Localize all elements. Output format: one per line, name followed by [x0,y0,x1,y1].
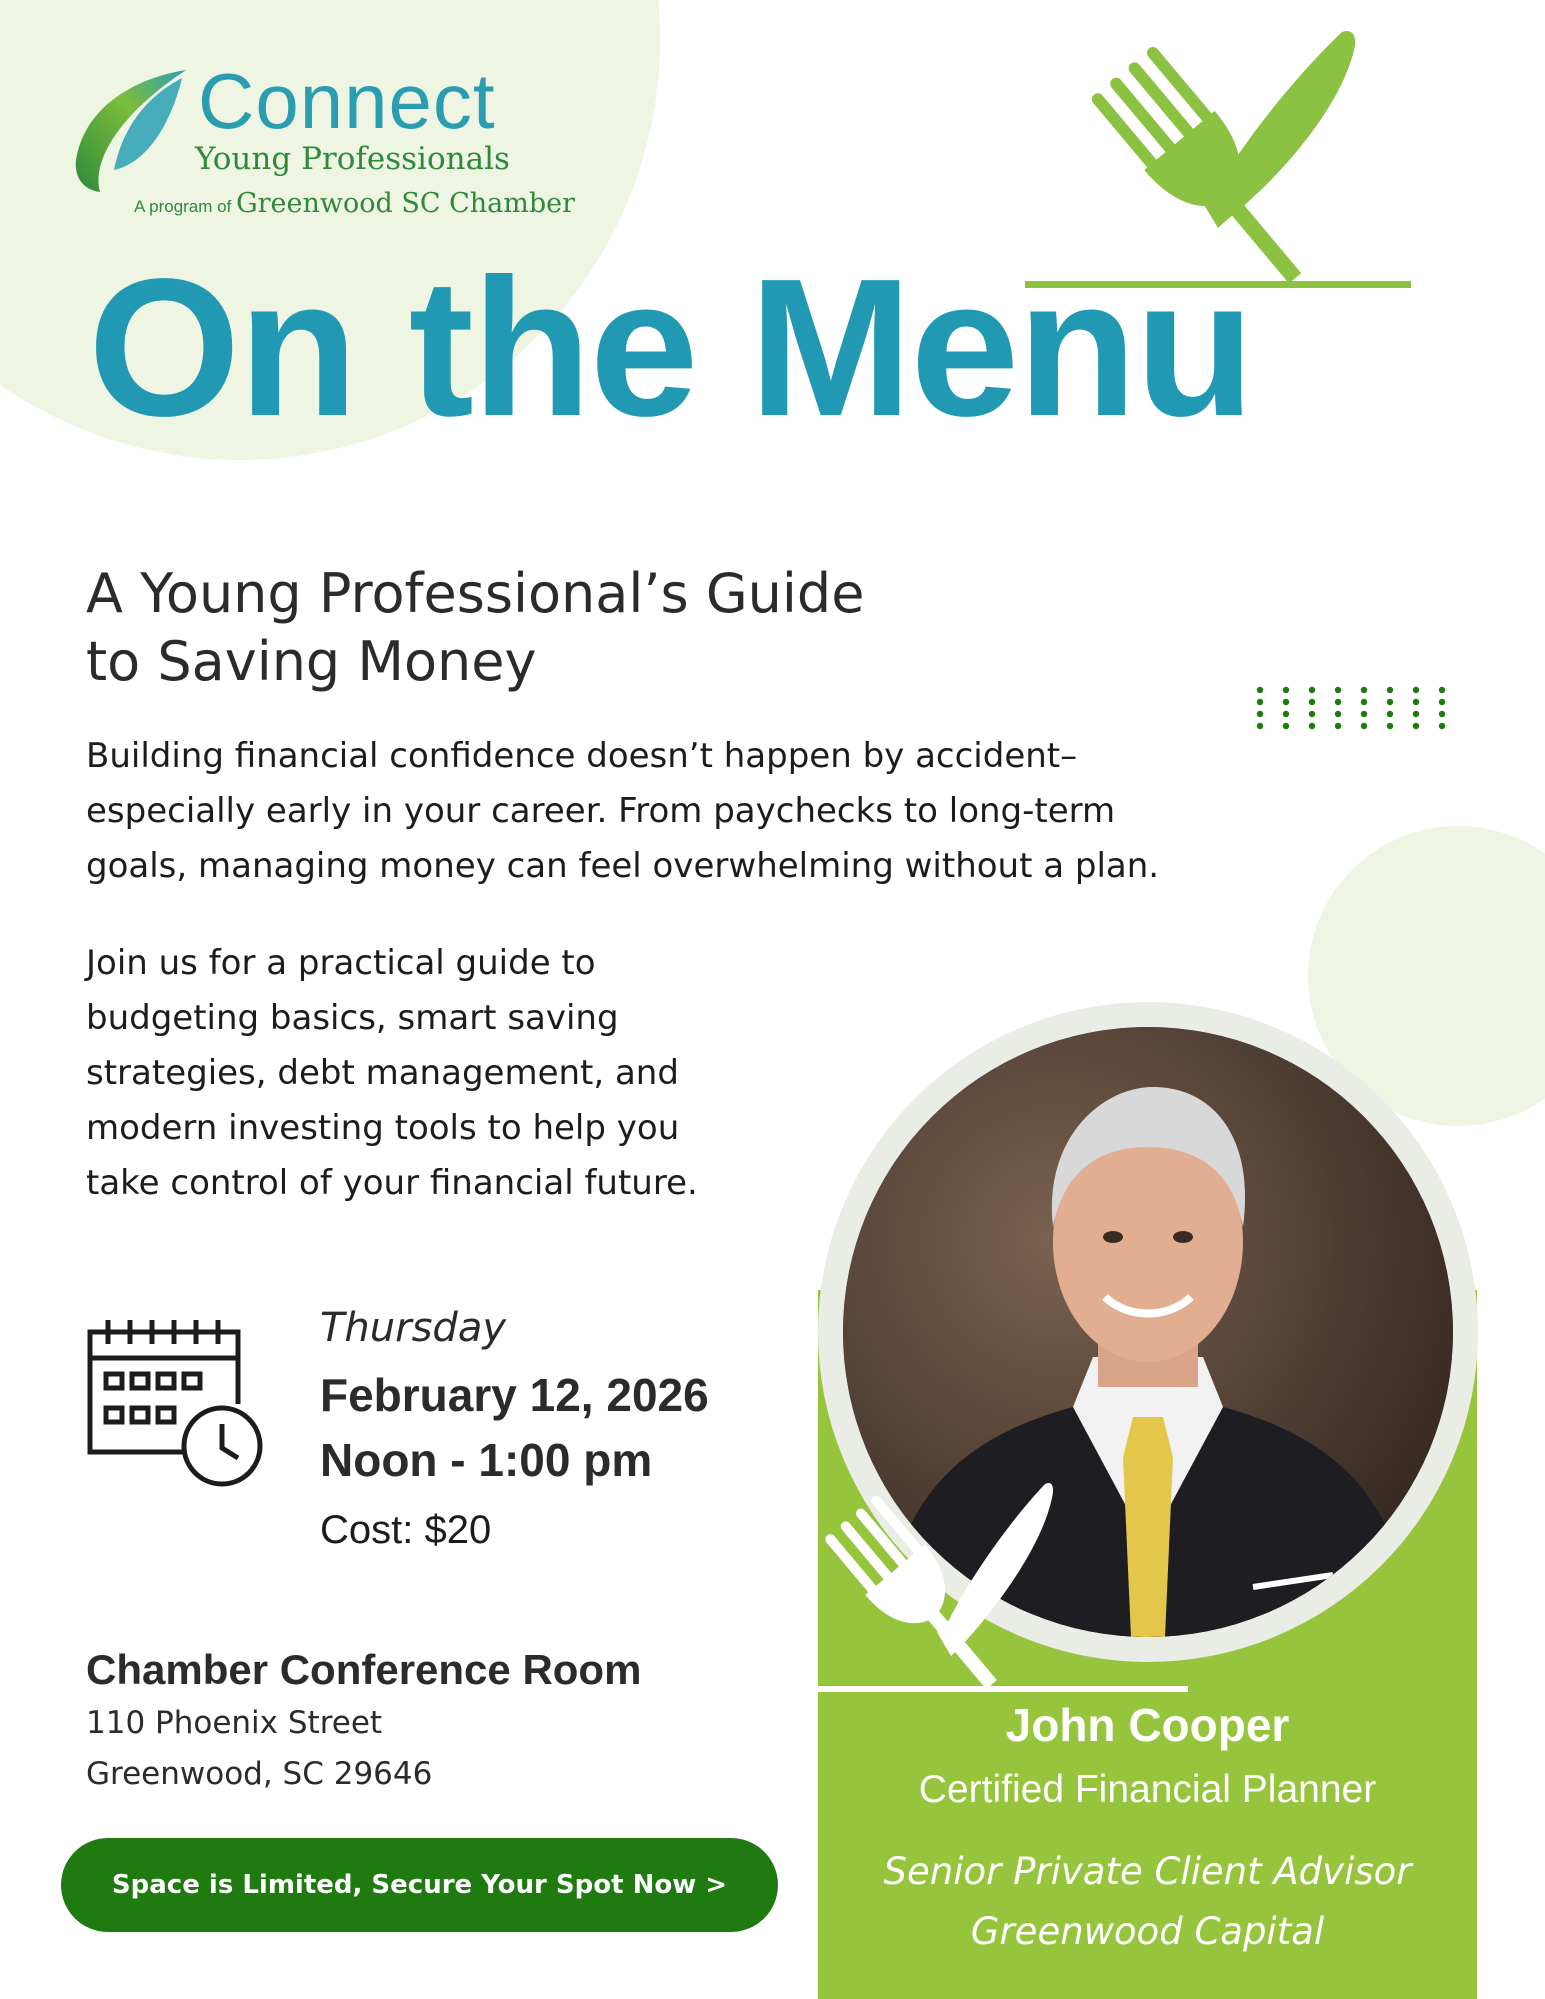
paragraph-line: budgeting basics, smart saving [86,998,619,1038]
subheading-line: A Young Professional’s Guide [86,562,865,625]
leaf-logo-icon [74,68,196,196]
fork-knife-icon [815,1480,1055,1690]
paragraph-line: Building financial confidence doesn’t happen by accident– [86,736,1078,776]
paragraph-line: strategies, debt management, and [86,1053,679,1093]
paragraph-line: take control of your financial future. [86,1163,698,1203]
subheading [86,560,986,696]
page-title: On the Menu [88,238,1253,457]
details-paragraph [86,936,786,1211]
intro-paragraph [86,729,1246,894]
event-cost: Cost: $20 [320,1508,492,1552]
dot-grid-decoration [1256,686,1456,736]
event-time: Noon - 1:00 pm [320,1434,653,1486]
subheading-line: to Saving Money [86,630,537,693]
panel-divider [818,1686,1188,1692]
event-date: February 12, 2026 [320,1369,709,1421]
logo-subtitle: Young Professionals [195,141,510,177]
register-button[interactable]: Space is Limited, Secure Your Spot Now > [61,1838,778,1932]
speaker-title: Certified Financial Planner [918,1768,1377,1811]
paragraph-line: modern investing tools to help you [86,1108,680,1148]
speaker-role [818,1842,1477,1962]
logo-program-org: Greenwood SC Chamber [236,188,576,219]
paragraph-line: Join us for a practical guide to [86,943,596,983]
logo-program-line [134,190,575,217]
event-day: Thursday [320,1305,506,1351]
speaker-role-line: Senior Private Client Advisor [883,1850,1412,1893]
paragraph-line: goals, managing money can feel overwhelming without a plan. [86,846,1160,886]
connect-logo [74,57,664,232]
speaker-company: Greenwood Capital [970,1910,1325,1953]
logo-brand: Connect [198,57,496,145]
speaker-name: John Cooper [1005,1699,1290,1751]
venue-name: Chamber Conference Room [86,1646,642,1693]
paragraph-line: especially early in your career. From paychecks to long-term [86,791,1116,831]
calendar-clock-icon [86,1312,268,1490]
logo-program-prefix: A program of [134,197,237,216]
address-line: Greenwood, SC 29646 [86,1756,433,1792]
address-line: 110 Phoenix Street [86,1705,383,1741]
